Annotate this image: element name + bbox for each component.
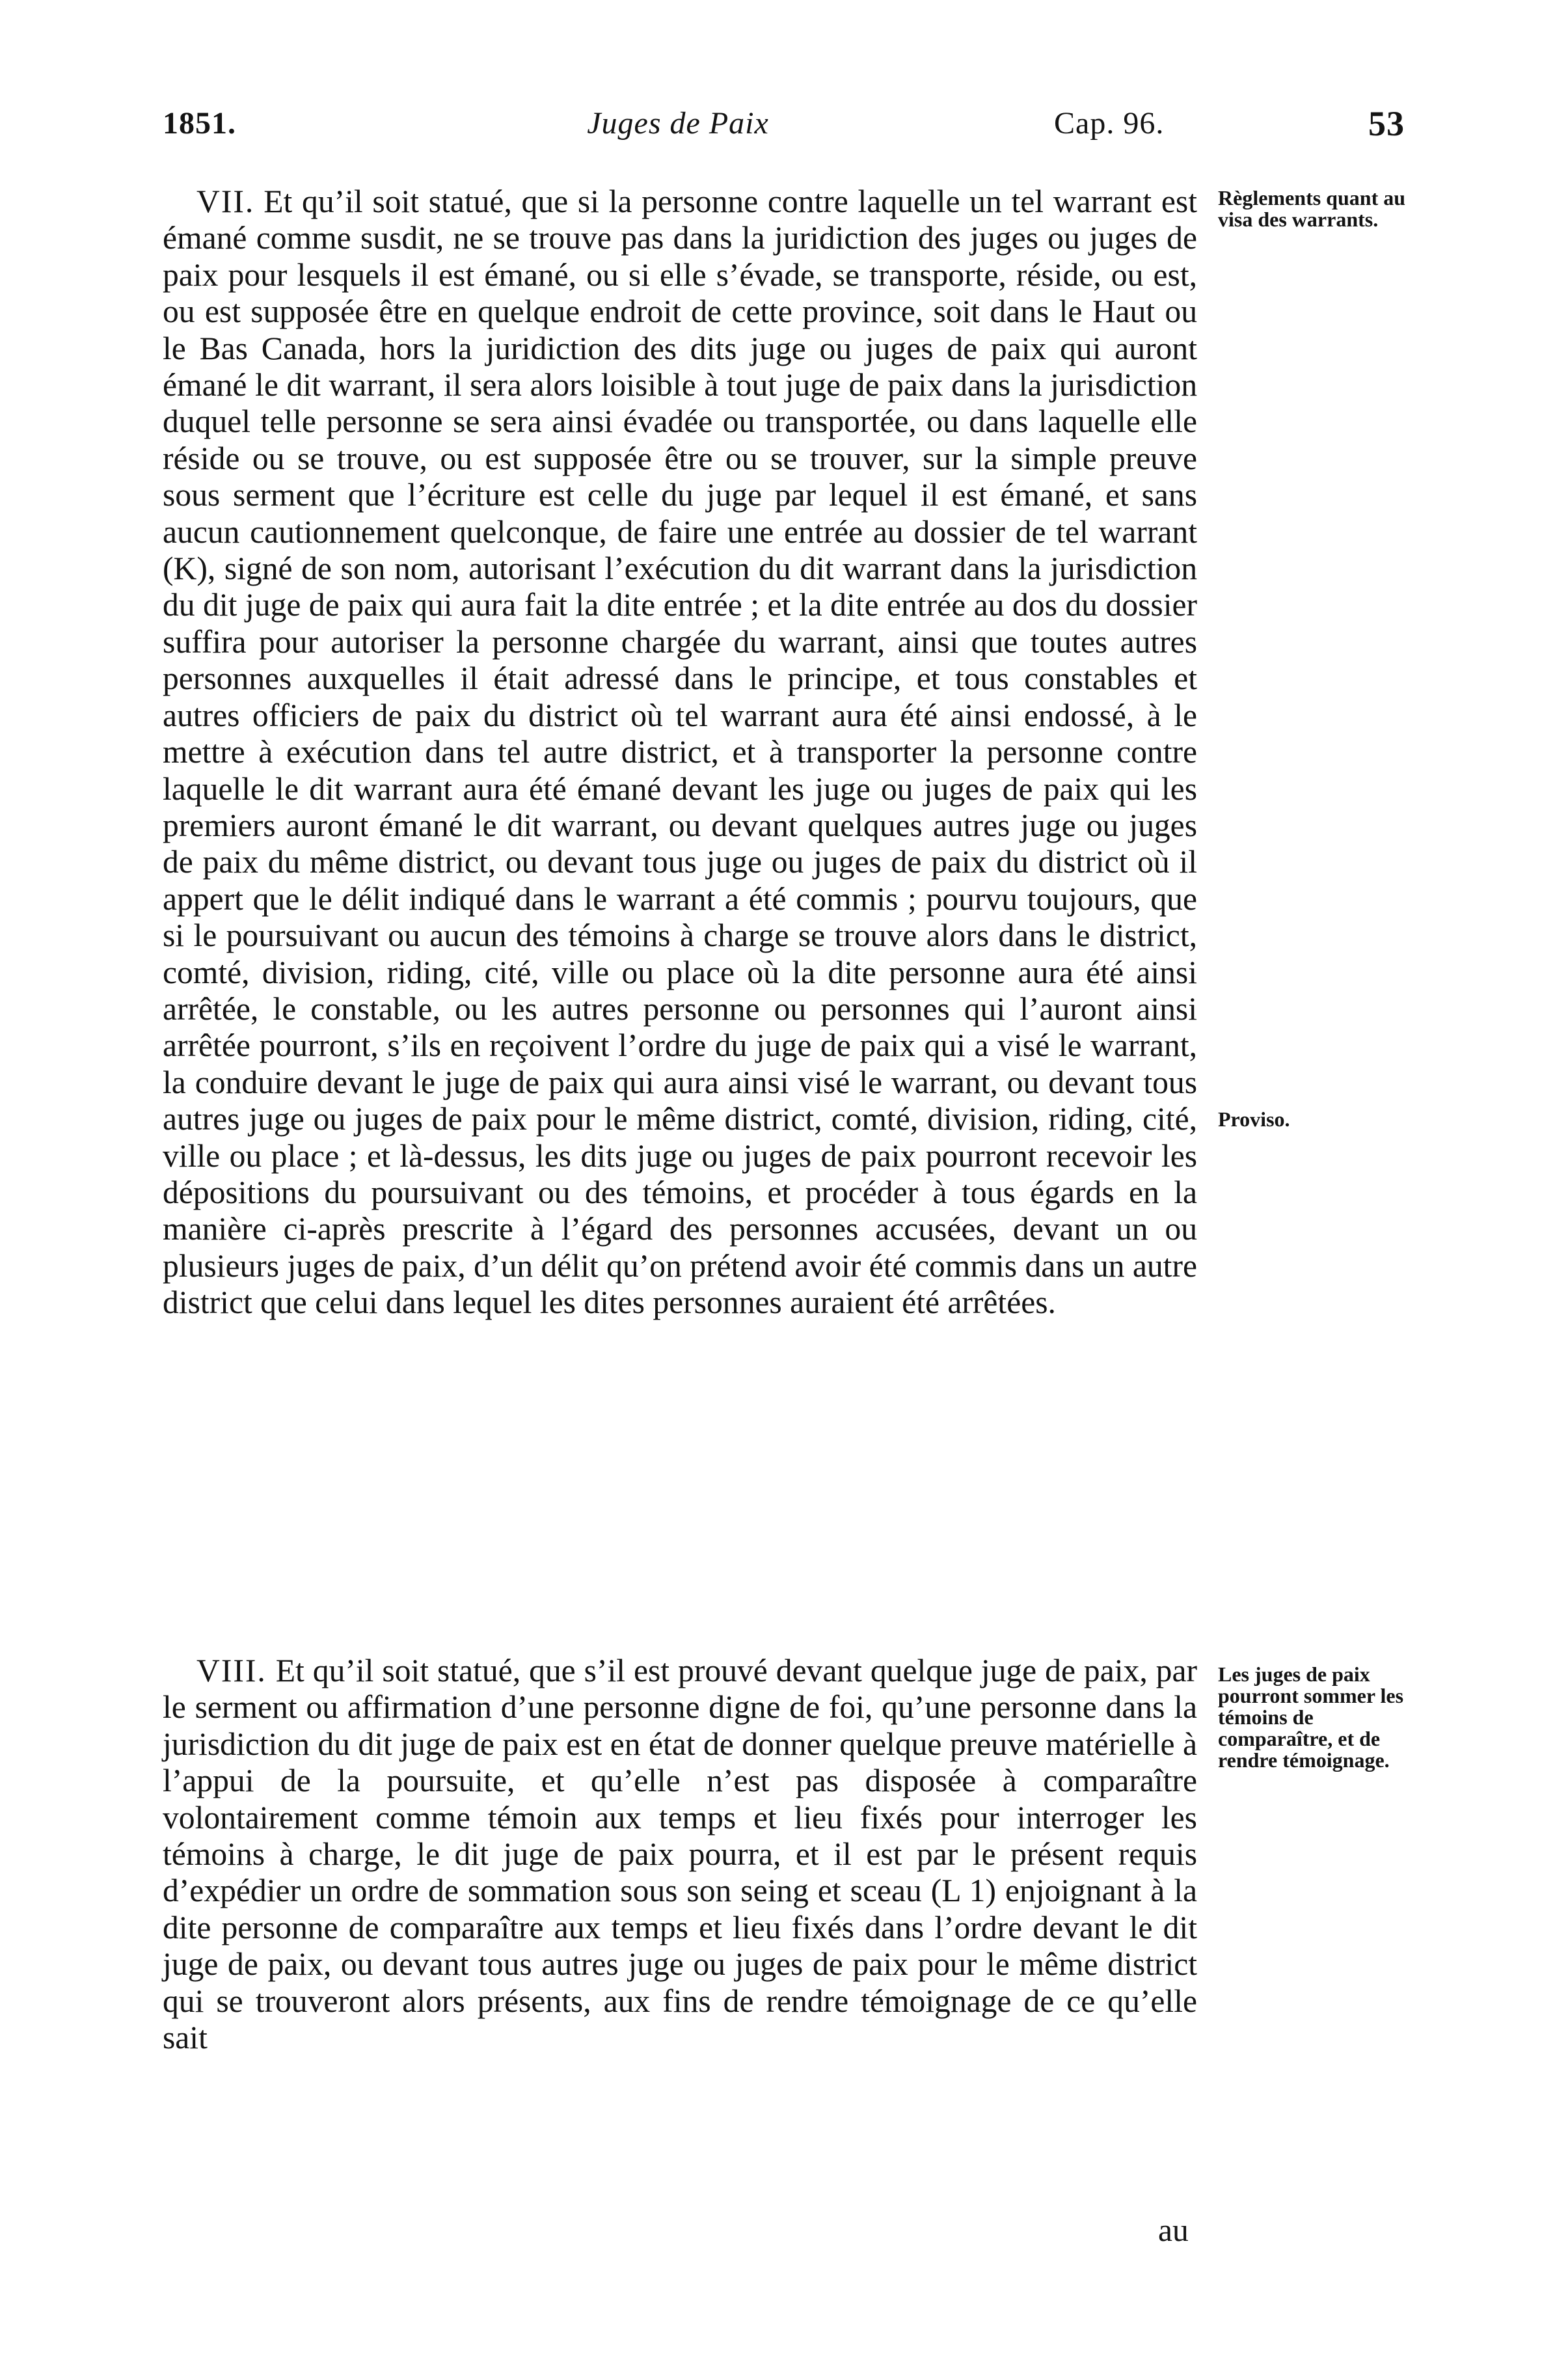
header-chapter: Cap. 96.: [1054, 106, 1165, 141]
paragraph-text: Et qu’il soit statué, que si la personne contre laquelle un tel warrant est émané comme susdit, ne se trouve pas dans la juridiction des juges ou juges de paix pour lesquels il est émané, ou si elle s’évade, se transporte, réside, ou est, ou est supposée être en quelque endroit de cette province, soit dans le Haut ou le Bas Canada, hors la juridiction des dits juge ou juges de paix qui auront émané le dit warrant, il sera alors loisible à tout juge de paix dans la jurisdiction duquel telle personne se sera ainsi évadée ou transportée, ou dans laquelle elle réside ou se trouve, ou est supposée être ou se trouver, sur la simple preuve sous serment que l’écriture est celle du juge par lequel il est émané, et sans aucun cautionnement quelconque, de faire une entrée au dossier de tel warrant (K), signé de son nom, autorisant l’exécution du dit warrant dans la jurisdiction du dit juge de paix qui aura fait la dite entrée ; et la dite entrée au dos du dossier suffira pour autoriser la personne chargée du warrant, ainsi que toutes autres personnes auxquelles il était adressé dans le principe, et tous constables et autres officiers de paix du district où tel warrant aura été ainsi endossé, à le mettre à exécution dans tel autre district, et à transporter la personne contre laquelle le dit warrant aura été émané devant les juge ou juges de paix qui les premiers auront émané le dit warrant, ou devant quelques autres juge ou juges de paix du même district, ou devant tous juge ou juges de paix du district où il appert que le délit indiqué dans le warrant a été commis ; pourvu toujours, que si le poursuivant ou aucun des témoins à charge se trouve alors dans le district, comté, division, riding, cité, ville ou place où la dite personne aura été ainsi arrêtée, le constable, ou les autres personne ou personnes qui l’auront ainsi arrêtée pourront, s’ils en reçoivent l’ordre du juge de paix qui a visé le warrant, la conduire devant le juge de paix qui aura ainsi visé le warrant, ou devant tous autres juge ou juges de paix pour le même district, comté, division, riding, cité, ville ou place ; et là-dessus, les dits juge ou juges de paix pourront recevoir les dépositions du poursuivant ou des témoins, et procéder à tous égards en la manière ci-après prescrite à l’égard des personnes accusées, devant un ou plusieurs juges de paix, d’un délit qu’on prétend avoir été commis dans un autre district que celui dans lequel les dites personnes auraient été arrêtées.: [163, 183, 1197, 1321]
header-title: Juges de Paix: [587, 106, 769, 141]
paragraph: [163, 1653, 1197, 2056]
header-year: 1851.: [163, 106, 236, 141]
section-number: VII.: [196, 183, 255, 219]
paragraph-section-7: [163, 183, 1197, 1321]
paragraph-section-8: [163, 1653, 1197, 2056]
catchword: au: [1158, 2212, 1189, 2248]
page-header: [163, 104, 1405, 150]
section-number: VIII.: [196, 1653, 267, 1688]
paragraph-text: Et qu’il soit statué, que s’il est prouvé devant quelque juge de paix, par le serment ou affirmation d’une personne digne de foi, qu’une personne dans la jurisdiction du dit juge de paix est en état de donner quelque preuve matérielle à l’appui de la poursuite, et qu’elle n’est pas disposée à comparaître volontairement comme témoin aux temps et lieu fixés pour interroger les témoins à charge, le dit juge de paix pourra, et il est par le présent requis d’expédier un ordre de sommation sous son seing et sceau (L 1) enjoignant à la dite personne de comparaître aux temps et lieu fixés dans l’ordre devant le dit juge de paix, ou devant tous autres juge ou juges de paix pour le même district qui se trouveront alors présents, aux fins de rendre témoignage de ce qu’elle sait: [163, 1653, 1197, 2056]
paragraph: [163, 183, 1197, 1321]
margin-note-proviso: Proviso.: [1218, 1107, 1290, 1131]
margin-note-reglements: Règlements quant au visa des warrants.: [1218, 186, 1406, 231]
page-number: 53: [1368, 104, 1405, 143]
margin-note-temoins: Les juges de paix pourront sommer les témoins de comparaître, et de rendre témoignage.: [1218, 1662, 1404, 1772]
